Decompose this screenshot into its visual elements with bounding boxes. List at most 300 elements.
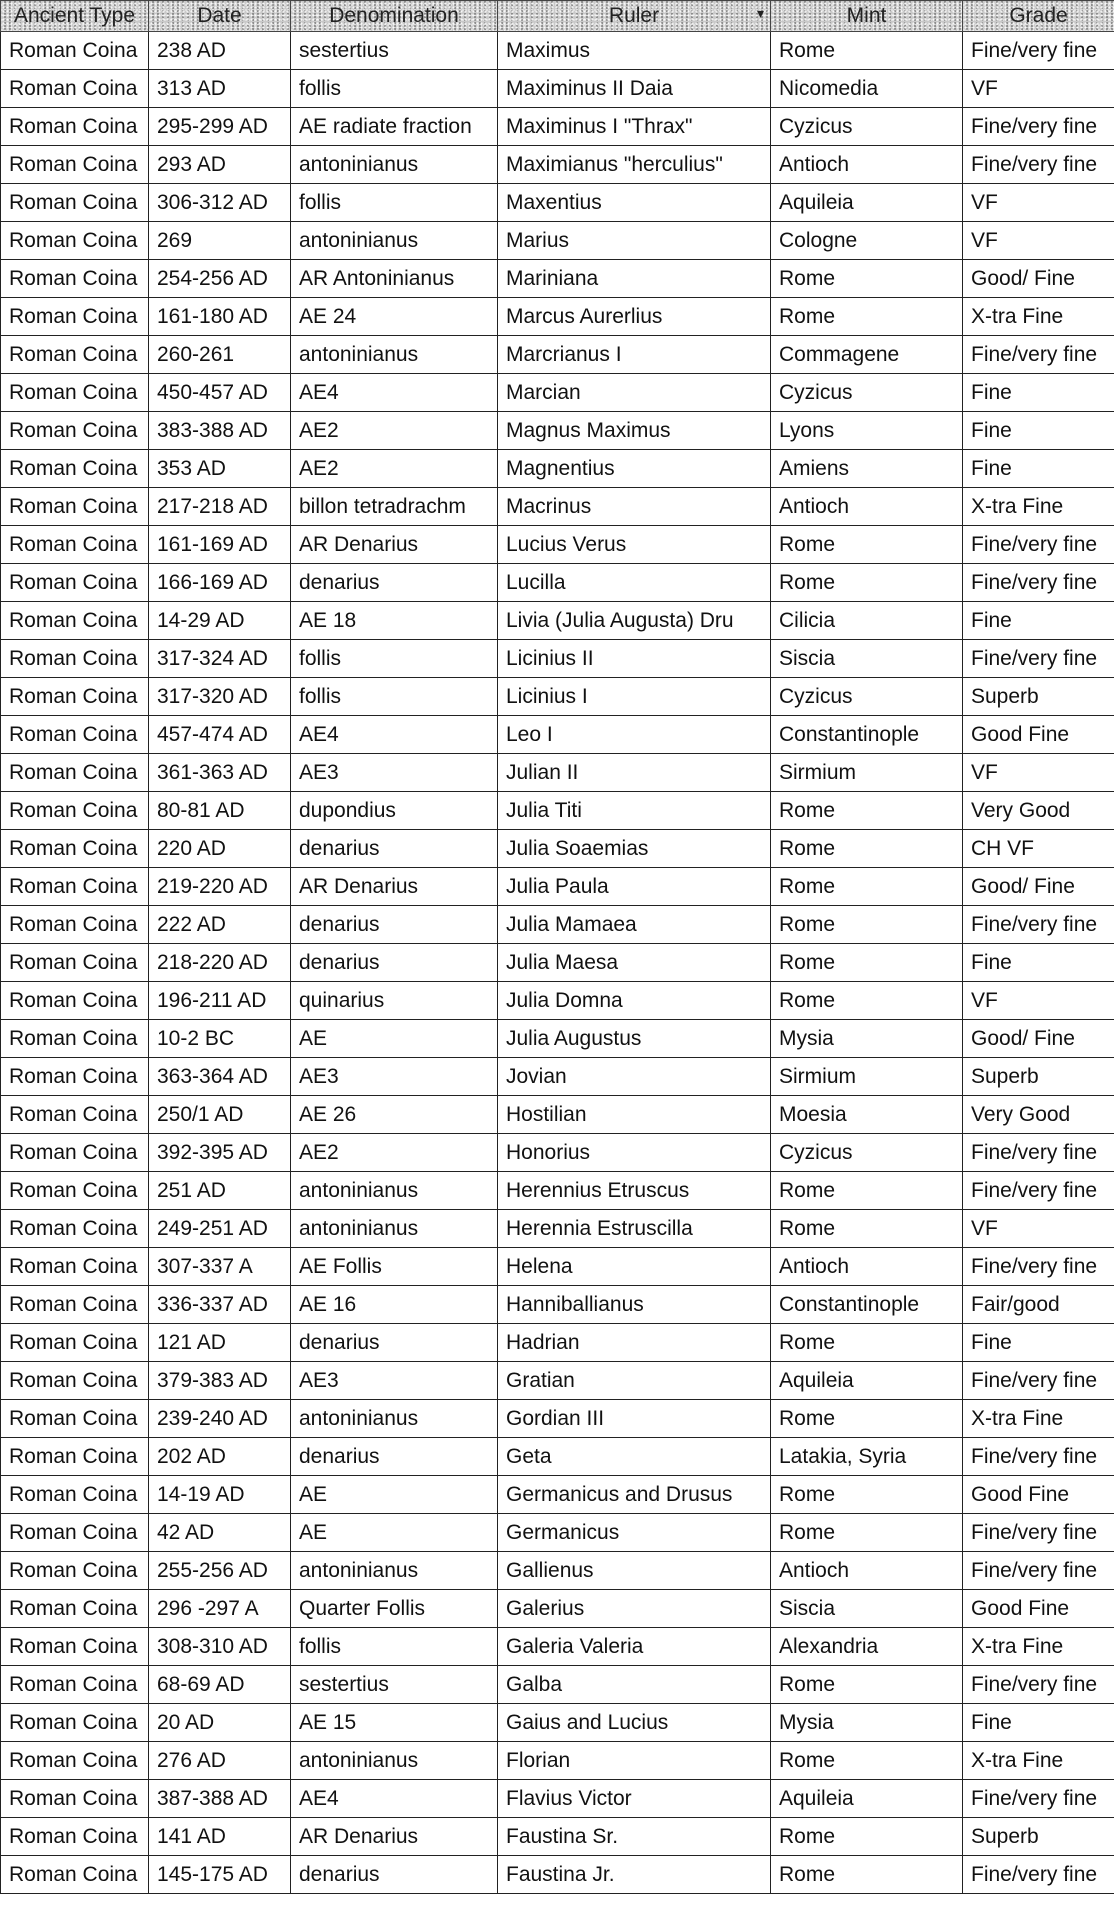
date-cell[interactable]: 80-81 AD xyxy=(149,792,291,830)
mint-cell[interactable]: Siscia xyxy=(771,1590,963,1628)
ruler-cell[interactable]: Jovian xyxy=(498,1058,771,1096)
type-cell[interactable]: Roman Coina xyxy=(1,716,149,754)
grade-cell[interactable]: Fine xyxy=(963,374,1114,412)
type-cell[interactable]: Roman Coina xyxy=(1,260,149,298)
denomination-cell[interactable]: antoninianus xyxy=(291,1210,498,1248)
ruler-cell[interactable]: Marius xyxy=(498,222,771,260)
table-row[interactable] xyxy=(1,1438,1114,1476)
ruler-cell[interactable]: Maximianus "herculius" xyxy=(498,146,771,184)
type-cell[interactable]: Roman Coina xyxy=(1,1286,149,1324)
ruler-cell[interactable]: Magnentius xyxy=(498,450,771,488)
table-row[interactable] xyxy=(1,1666,1114,1704)
type-cell[interactable]: Roman Coina xyxy=(1,1666,149,1704)
date-cell[interactable]: 202 AD xyxy=(149,1438,291,1476)
ruler-cell[interactable]: Faustina Sr. xyxy=(498,1818,771,1856)
type-cell[interactable]: Roman Coina xyxy=(1,830,149,868)
table-row[interactable] xyxy=(1,754,1114,792)
grade-cell[interactable]: Fine/very fine xyxy=(963,1780,1114,1818)
denomination-cell[interactable]: AE 18 xyxy=(291,602,498,640)
denomination-cell[interactable]: AR Antoninianus xyxy=(291,260,498,298)
table-row[interactable] xyxy=(1,222,1114,260)
grade-cell[interactable]: Fine xyxy=(963,602,1114,640)
ruler-cell[interactable]: Hostilian xyxy=(498,1096,771,1134)
table-row[interactable] xyxy=(1,298,1114,336)
grade-cell[interactable]: Good/ Fine xyxy=(963,868,1114,906)
type-cell[interactable]: Roman Coina xyxy=(1,678,149,716)
type-cell[interactable]: Roman Coina xyxy=(1,1742,149,1780)
mint-cell[interactable]: Rome xyxy=(771,298,963,336)
table-row[interactable] xyxy=(1,70,1114,108)
grade-cell[interactable]: VF xyxy=(963,70,1114,108)
denomination-cell[interactable]: billon tetradrachm xyxy=(291,488,498,526)
type-cell[interactable]: Roman Coina xyxy=(1,184,149,222)
grade-cell[interactable]: VF xyxy=(963,222,1114,260)
mint-cell[interactable]: Moesia xyxy=(771,1096,963,1134)
column-header-mint[interactable] xyxy=(771,1,963,32)
ruler-cell[interactable]: Hanniballianus xyxy=(498,1286,771,1324)
denomination-cell[interactable]: AE xyxy=(291,1476,498,1514)
type-cell[interactable]: Roman Coina xyxy=(1,792,149,830)
type-cell[interactable]: Roman Coina xyxy=(1,602,149,640)
denomination-cell[interactable]: antoninianus xyxy=(291,1172,498,1210)
ruler-cell[interactable]: Julia Soaemias xyxy=(498,830,771,868)
mint-cell[interactable]: Constantinople xyxy=(771,716,963,754)
mint-cell[interactable]: Antioch xyxy=(771,1248,963,1286)
date-cell[interactable]: 353 AD xyxy=(149,450,291,488)
denomination-cell[interactable]: sestertius xyxy=(291,32,498,70)
date-cell[interactable]: 296 -297 A xyxy=(149,1590,291,1628)
type-cell[interactable]: Roman Coina xyxy=(1,1628,149,1666)
denomination-cell[interactable]: denarius xyxy=(291,1438,498,1476)
table-row[interactable] xyxy=(1,1020,1114,1058)
date-cell[interactable]: 255-256 AD xyxy=(149,1552,291,1590)
type-cell[interactable]: Roman Coina xyxy=(1,1438,149,1476)
mint-cell[interactable]: Antioch xyxy=(771,1552,963,1590)
mint-cell[interactable]: Mysia xyxy=(771,1704,963,1742)
grade-cell[interactable]: Fine xyxy=(963,412,1114,450)
table-row[interactable] xyxy=(1,412,1114,450)
ruler-cell[interactable]: Julia Augustus xyxy=(498,1020,771,1058)
type-cell[interactable]: Roman Coina xyxy=(1,1780,149,1818)
mint-cell[interactable]: Rome xyxy=(771,526,963,564)
ruler-cell[interactable]: Julia Maesa xyxy=(498,944,771,982)
table-row[interactable] xyxy=(1,792,1114,830)
date-cell[interactable]: 161-169 AD xyxy=(149,526,291,564)
grade-cell[interactable]: Good/ Fine xyxy=(963,1020,1114,1058)
denomination-cell[interactable]: Quarter Follis xyxy=(291,1590,498,1628)
mint-cell[interactable]: Sirmium xyxy=(771,1058,963,1096)
denomination-cell[interactable]: denarius xyxy=(291,944,498,982)
type-cell[interactable]: Roman Coina xyxy=(1,1248,149,1286)
date-cell[interactable]: 239-240 AD xyxy=(149,1400,291,1438)
date-cell[interactable]: 10-2 BC xyxy=(149,1020,291,1058)
table-row[interactable] xyxy=(1,1286,1114,1324)
type-cell[interactable]: Roman Coina xyxy=(1,1818,149,1856)
denomination-cell[interactable]: antoninianus xyxy=(291,1552,498,1590)
denomination-cell[interactable]: AE 26 xyxy=(291,1096,498,1134)
mint-cell[interactable]: Rome xyxy=(771,1818,963,1856)
type-cell[interactable]: Roman Coina xyxy=(1,1552,149,1590)
type-cell[interactable]: Roman Coina xyxy=(1,944,149,982)
mint-cell[interactable]: Commagene xyxy=(771,336,963,374)
ruler-cell[interactable]: Germanicus and Drusus xyxy=(498,1476,771,1514)
ruler-cell[interactable]: Lucilla xyxy=(498,564,771,602)
grade-cell[interactable]: X-tra Fine xyxy=(963,1400,1114,1438)
denomination-cell[interactable]: AE Follis xyxy=(291,1248,498,1286)
column-header-denomination[interactable] xyxy=(291,1,498,32)
type-cell[interactable]: Roman Coina xyxy=(1,374,149,412)
type-cell[interactable]: Roman Coina xyxy=(1,32,149,70)
date-cell[interactable]: 218-220 AD xyxy=(149,944,291,982)
grade-cell[interactable]: X-tra Fine xyxy=(963,298,1114,336)
mint-cell[interactable]: Rome xyxy=(771,1666,963,1704)
ruler-cell[interactable]: Hadrian xyxy=(498,1324,771,1362)
grade-cell[interactable]: Fine/very fine xyxy=(963,526,1114,564)
ruler-cell[interactable]: Julia Mamaea xyxy=(498,906,771,944)
mint-cell[interactable]: Nicomedia xyxy=(771,70,963,108)
date-cell[interactable]: 295-299 AD xyxy=(149,108,291,146)
grade-cell[interactable]: Fine/very fine xyxy=(963,336,1114,374)
mint-cell[interactable]: Cologne xyxy=(771,222,963,260)
denomination-cell[interactable]: AE2 xyxy=(291,450,498,488)
mint-cell[interactable]: Rome xyxy=(771,1172,963,1210)
type-cell[interactable]: Roman Coina xyxy=(1,906,149,944)
mint-cell[interactable]: Rome xyxy=(771,1400,963,1438)
mint-cell[interactable]: Rome xyxy=(771,1324,963,1362)
grade-cell[interactable]: CH VF xyxy=(963,830,1114,868)
denomination-cell[interactable]: AE4 xyxy=(291,374,498,412)
table-row[interactable] xyxy=(1,108,1114,146)
date-cell[interactable]: 68-69 AD xyxy=(149,1666,291,1704)
mint-cell[interactable]: Cyzicus xyxy=(771,678,963,716)
table-row[interactable] xyxy=(1,1476,1114,1514)
type-cell[interactable]: Roman Coina xyxy=(1,1704,149,1742)
mint-cell[interactable]: Siscia xyxy=(771,640,963,678)
denomination-cell[interactable]: AE 16 xyxy=(291,1286,498,1324)
mint-cell[interactable]: Sirmium xyxy=(771,754,963,792)
type-cell[interactable]: Roman Coina xyxy=(1,1172,149,1210)
ruler-cell[interactable]: Julia Titi xyxy=(498,792,771,830)
ruler-cell[interactable]: Maximinus II Daia xyxy=(498,70,771,108)
mint-cell[interactable]: Amiens xyxy=(771,450,963,488)
table-row[interactable] xyxy=(1,1400,1114,1438)
table-row[interactable] xyxy=(1,602,1114,640)
table-row[interactable] xyxy=(1,1818,1114,1856)
table-row[interactable] xyxy=(1,640,1114,678)
type-cell[interactable]: Roman Coina xyxy=(1,336,149,374)
grade-cell[interactable]: Fine/very fine xyxy=(963,1172,1114,1210)
grade-cell[interactable]: Fine xyxy=(963,450,1114,488)
denomination-cell[interactable]: denarius xyxy=(291,1324,498,1362)
mint-cell[interactable]: Cyzicus xyxy=(771,108,963,146)
type-cell[interactable]: Roman Coina xyxy=(1,1514,149,1552)
type-cell[interactable]: Roman Coina xyxy=(1,1590,149,1628)
denomination-cell[interactable]: denarius xyxy=(291,1856,498,1894)
ruler-cell[interactable]: Julia Paula xyxy=(498,868,771,906)
grade-cell[interactable]: Fine/very fine xyxy=(963,906,1114,944)
date-cell[interactable]: 293 AD xyxy=(149,146,291,184)
grade-cell[interactable]: Fine/very fine xyxy=(963,1362,1114,1400)
date-cell[interactable]: 145-175 AD xyxy=(149,1856,291,1894)
date-cell[interactable]: 121 AD xyxy=(149,1324,291,1362)
denomination-cell[interactable]: follis xyxy=(291,70,498,108)
mint-cell[interactable]: Aquileia xyxy=(771,1362,963,1400)
type-cell[interactable]: Roman Coina xyxy=(1,222,149,260)
ruler-cell[interactable]: Maxentius xyxy=(498,184,771,222)
type-cell[interactable]: Roman Coina xyxy=(1,298,149,336)
table-row[interactable] xyxy=(1,1628,1114,1666)
grade-cell[interactable]: Superb xyxy=(963,1058,1114,1096)
mint-cell[interactable]: Rome xyxy=(771,1210,963,1248)
date-cell[interactable]: 317-324 AD xyxy=(149,640,291,678)
grade-cell[interactable]: X-tra Fine xyxy=(963,488,1114,526)
type-cell[interactable]: Roman Coina xyxy=(1,1856,149,1894)
type-cell[interactable]: Roman Coina xyxy=(1,450,149,488)
grade-cell[interactable]: Fine/very fine xyxy=(963,1438,1114,1476)
table-row[interactable] xyxy=(1,830,1114,868)
table-row[interactable] xyxy=(1,982,1114,1020)
table-row[interactable] xyxy=(1,1552,1114,1590)
column-header-ruler[interactable] xyxy=(498,1,771,32)
mint-cell[interactable]: Rome xyxy=(771,32,963,70)
mint-cell[interactable]: Cilicia xyxy=(771,602,963,640)
mint-cell[interactable]: Rome xyxy=(771,830,963,868)
denomination-cell[interactable]: AR Denarius xyxy=(291,868,498,906)
type-cell[interactable]: Roman Coina xyxy=(1,1058,149,1096)
type-cell[interactable]: Roman Coina xyxy=(1,1400,149,1438)
table-row[interactable] xyxy=(1,716,1114,754)
table-row[interactable] xyxy=(1,1856,1114,1894)
grade-cell[interactable]: Superb xyxy=(963,678,1114,716)
date-cell[interactable]: 317-320 AD xyxy=(149,678,291,716)
ruler-cell[interactable]: Marcus Aurerlius xyxy=(498,298,771,336)
grade-cell[interactable]: Fine/very fine xyxy=(963,1248,1114,1286)
date-cell[interactable]: 141 AD xyxy=(149,1818,291,1856)
date-cell[interactable]: 166-169 AD xyxy=(149,564,291,602)
date-cell[interactable]: 20 AD xyxy=(149,1704,291,1742)
grade-cell[interactable]: Good Fine xyxy=(963,716,1114,754)
date-cell[interactable]: 457-474 AD xyxy=(149,716,291,754)
date-cell[interactable]: 383-388 AD xyxy=(149,412,291,450)
table-row[interactable] xyxy=(1,32,1114,70)
mint-cell[interactable]: Rome xyxy=(771,1856,963,1894)
type-cell[interactable]: Roman Coina xyxy=(1,982,149,1020)
ruler-cell[interactable]: Lucius Verus xyxy=(498,526,771,564)
denomination-cell[interactable]: AR Denarius xyxy=(291,1818,498,1856)
table-row[interactable] xyxy=(1,1210,1114,1248)
denomination-cell[interactable]: AE2 xyxy=(291,412,498,450)
grade-cell[interactable]: Fine/very fine xyxy=(963,32,1114,70)
mint-cell[interactable]: Rome xyxy=(771,1514,963,1552)
denomination-cell[interactable]: antoninianus xyxy=(291,222,498,260)
denomination-cell[interactable]: AE xyxy=(291,1020,498,1058)
table-row[interactable] xyxy=(1,1096,1114,1134)
grade-cell[interactable]: Very Good xyxy=(963,792,1114,830)
grade-cell[interactable]: Fine/very fine xyxy=(963,1856,1114,1894)
mint-cell[interactable]: Antioch xyxy=(771,146,963,184)
date-cell[interactable]: 14-19 AD xyxy=(149,1476,291,1514)
denomination-cell[interactable]: antoninianus xyxy=(291,336,498,374)
date-cell[interactable]: 14-29 AD xyxy=(149,602,291,640)
type-cell[interactable]: Roman Coina xyxy=(1,1096,149,1134)
denomination-cell[interactable]: denarius xyxy=(291,564,498,602)
date-cell[interactable]: 238 AD xyxy=(149,32,291,70)
grade-cell[interactable]: Fine/very fine xyxy=(963,108,1114,146)
type-cell[interactable]: Roman Coina xyxy=(1,1362,149,1400)
grade-cell[interactable]: VF xyxy=(963,754,1114,792)
grade-cell[interactable]: Fine xyxy=(963,944,1114,982)
ruler-cell[interactable]: Magnus Maximus xyxy=(498,412,771,450)
date-cell[interactable]: 361-363 AD xyxy=(149,754,291,792)
denomination-cell[interactable]: antoninianus xyxy=(291,146,498,184)
denomination-cell[interactable]: follis xyxy=(291,678,498,716)
grade-cell[interactable]: Fine/very fine xyxy=(963,1666,1114,1704)
column-header-date[interactable] xyxy=(149,1,291,32)
denomination-cell[interactable]: AE4 xyxy=(291,716,498,754)
date-cell[interactable]: 308-310 AD xyxy=(149,1628,291,1666)
mint-cell[interactable]: Rome xyxy=(771,944,963,982)
ruler-cell[interactable]: Faustina Jr. xyxy=(498,1856,771,1894)
denomination-cell[interactable]: quinarius xyxy=(291,982,498,1020)
date-cell[interactable]: 222 AD xyxy=(149,906,291,944)
table-row[interactable] xyxy=(1,868,1114,906)
denomination-cell[interactable]: denarius xyxy=(291,830,498,868)
date-cell[interactable]: 379-383 AD xyxy=(149,1362,291,1400)
mint-cell[interactable]: Aquileia xyxy=(771,1780,963,1818)
table-row[interactable] xyxy=(1,678,1114,716)
grade-cell[interactable]: Fine/very fine xyxy=(963,640,1114,678)
type-cell[interactable]: Roman Coina xyxy=(1,1476,149,1514)
table-row[interactable] xyxy=(1,1590,1114,1628)
ruler-cell[interactable]: Gordian III xyxy=(498,1400,771,1438)
ruler-cell[interactable]: Licinius II xyxy=(498,640,771,678)
table-row[interactable] xyxy=(1,1780,1114,1818)
grade-cell[interactable]: Fine/very fine xyxy=(963,1552,1114,1590)
date-cell[interactable]: 450-457 AD xyxy=(149,374,291,412)
ruler-cell[interactable]: Macrinus xyxy=(498,488,771,526)
ruler-cell[interactable]: Gratian xyxy=(498,1362,771,1400)
type-cell[interactable]: Roman Coina xyxy=(1,1020,149,1058)
type-cell[interactable]: Roman Coina xyxy=(1,754,149,792)
grade-cell[interactable]: Fine xyxy=(963,1704,1114,1742)
type-cell[interactable]: Roman Coina xyxy=(1,488,149,526)
type-cell[interactable]: Roman Coina xyxy=(1,412,149,450)
date-cell[interactable]: 363-364 AD xyxy=(149,1058,291,1096)
grade-cell[interactable]: X-tra Fine xyxy=(963,1628,1114,1666)
mint-cell[interactable]: Rome xyxy=(771,792,963,830)
grade-cell[interactable]: Fine/very fine xyxy=(963,1134,1114,1172)
date-cell[interactable]: 249-251 AD xyxy=(149,1210,291,1248)
ruler-cell[interactable]: Flavius Victor xyxy=(498,1780,771,1818)
ruler-cell[interactable]: Gallienus xyxy=(498,1552,771,1590)
table-row[interactable] xyxy=(1,146,1114,184)
denomination-cell[interactable]: denarius xyxy=(291,906,498,944)
table-row[interactable] xyxy=(1,1134,1114,1172)
type-cell[interactable]: Roman Coina xyxy=(1,1134,149,1172)
mint-cell[interactable]: Rome xyxy=(771,982,963,1020)
grade-cell[interactable]: VF xyxy=(963,982,1114,1020)
denomination-cell[interactable]: AE xyxy=(291,1514,498,1552)
denomination-cell[interactable]: AE radiate fraction xyxy=(291,108,498,146)
mint-cell[interactable]: Rome xyxy=(771,906,963,944)
table-row[interactable] xyxy=(1,564,1114,602)
column-header-ancient-type[interactable] xyxy=(1,1,149,32)
date-cell[interactable]: 196-211 AD xyxy=(149,982,291,1020)
denomination-cell[interactable]: follis xyxy=(291,1628,498,1666)
mint-cell[interactable]: Rome xyxy=(771,1742,963,1780)
table-row[interactable] xyxy=(1,1324,1114,1362)
ruler-cell[interactable]: Helena xyxy=(498,1248,771,1286)
denomination-cell[interactable]: AE4 xyxy=(291,1780,498,1818)
date-cell[interactable]: 220 AD xyxy=(149,830,291,868)
grade-cell[interactable]: Fine/very fine xyxy=(963,564,1114,602)
table-row[interactable] xyxy=(1,1704,1114,1742)
date-cell[interactable]: 219-220 AD xyxy=(149,868,291,906)
type-cell[interactable]: Roman Coina xyxy=(1,1210,149,1248)
table-row[interactable] xyxy=(1,1248,1114,1286)
grade-cell[interactable]: VF xyxy=(963,184,1114,222)
grade-cell[interactable]: Fair/good xyxy=(963,1286,1114,1324)
mint-cell[interactable]: Mysia xyxy=(771,1020,963,1058)
denomination-cell[interactable]: AE3 xyxy=(291,1058,498,1096)
mint-cell[interactable]: Alexandria xyxy=(771,1628,963,1666)
date-cell[interactable]: 254-256 AD xyxy=(149,260,291,298)
grade-cell[interactable]: Good/ Fine xyxy=(963,260,1114,298)
table-row[interactable] xyxy=(1,260,1114,298)
date-cell[interactable]: 161-180 AD xyxy=(149,298,291,336)
mint-cell[interactable]: Cyzicus xyxy=(771,1134,963,1172)
denomination-cell[interactable]: AE 15 xyxy=(291,1704,498,1742)
table-row[interactable] xyxy=(1,374,1114,412)
ruler-cell[interactable]: Herennius Etruscus xyxy=(498,1172,771,1210)
date-cell[interactable]: 42 AD xyxy=(149,1514,291,1552)
type-cell[interactable]: Roman Coina xyxy=(1,526,149,564)
date-cell[interactable]: 387-388 AD xyxy=(149,1780,291,1818)
date-cell[interactable]: 250/1 AD xyxy=(149,1096,291,1134)
denomination-cell[interactable]: follis xyxy=(291,184,498,222)
ruler-cell[interactable]: Florian xyxy=(498,1742,771,1780)
denomination-cell[interactable]: sestertius xyxy=(291,1666,498,1704)
date-cell[interactable]: 269 xyxy=(149,222,291,260)
ruler-cell[interactable]: Gaius and Lucius xyxy=(498,1704,771,1742)
date-cell[interactable]: 307-337 A xyxy=(149,1248,291,1286)
ruler-cell[interactable]: Livia (Julia Augusta) Dru xyxy=(498,602,771,640)
date-cell[interactable]: 260-261 xyxy=(149,336,291,374)
mint-cell[interactable]: Rome xyxy=(771,1476,963,1514)
ruler-cell[interactable]: Julian II xyxy=(498,754,771,792)
date-cell[interactable]: 306-312 AD xyxy=(149,184,291,222)
date-cell[interactable]: 392-395 AD xyxy=(149,1134,291,1172)
mint-cell[interactable]: Cyzicus xyxy=(771,374,963,412)
denomination-cell[interactable]: antoninianus xyxy=(291,1400,498,1438)
mint-cell[interactable]: Constantinople xyxy=(771,1286,963,1324)
type-cell[interactable]: Roman Coina xyxy=(1,70,149,108)
type-cell[interactable]: Roman Coina xyxy=(1,868,149,906)
ruler-cell[interactable]: Honorius xyxy=(498,1134,771,1172)
mint-cell[interactable]: Rome xyxy=(771,868,963,906)
table-row[interactable] xyxy=(1,1172,1114,1210)
type-cell[interactable]: Roman Coina xyxy=(1,1324,149,1362)
denomination-cell[interactable]: AR Denarius xyxy=(291,526,498,564)
table-row[interactable] xyxy=(1,184,1114,222)
denomination-cell[interactable]: AE2 xyxy=(291,1134,498,1172)
date-cell[interactable]: 313 AD xyxy=(149,70,291,108)
mint-cell[interactable]: Aquileia xyxy=(771,184,963,222)
ruler-cell[interactable]: Mariniana xyxy=(498,260,771,298)
denomination-cell[interactable]: AE3 xyxy=(291,754,498,792)
ruler-cell[interactable]: Julia Domna xyxy=(498,982,771,1020)
denomination-cell[interactable]: dupondius xyxy=(291,792,498,830)
